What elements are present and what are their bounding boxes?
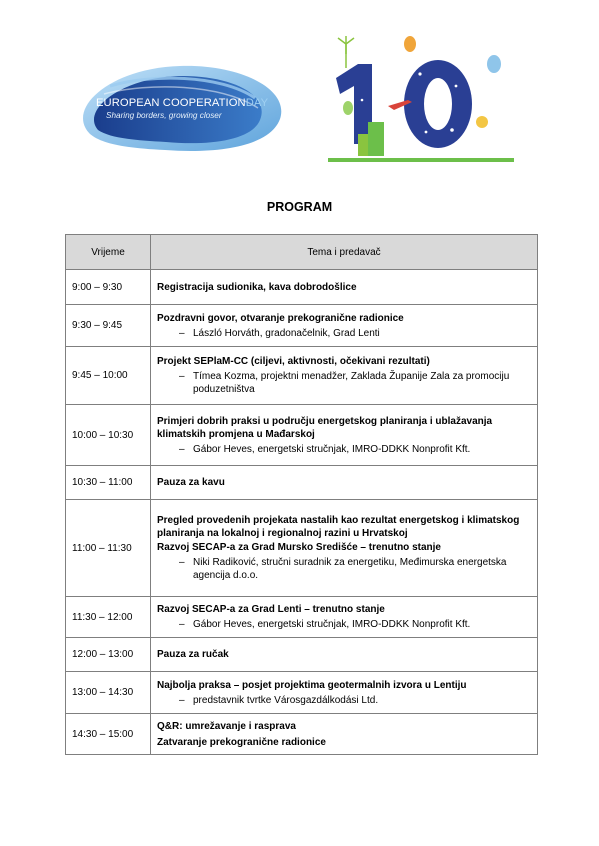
table-row bbox=[66, 597, 538, 638]
table-row bbox=[66, 347, 538, 405]
speaker-line bbox=[157, 443, 531, 456]
topic-cell bbox=[151, 466, 538, 500]
topic-title: Projekt SEPlaM-CC (ciljevi, aktivnosti, očekivani rezultati) bbox=[157, 356, 430, 367]
speaker-text: Tímea Kozma, projektni menadžer, Zaklada Županije Zala za promociju poduzetništva bbox=[193, 371, 510, 395]
topic-cell bbox=[151, 597, 538, 638]
dash-glyph: – bbox=[179, 371, 185, 382]
time-cell: 9:00 – 9:30 bbox=[66, 270, 151, 305]
table-row bbox=[66, 466, 538, 500]
ecd-logo bbox=[70, 64, 288, 154]
time-cell: 9:45 – 10:00 bbox=[66, 347, 151, 405]
topic-title: Primjeri dobrih praksi u području energetskog planiranja i ublažavanja klimatskih promjena u Mađarskoj bbox=[157, 415, 493, 440]
topic-cell bbox=[151, 500, 538, 597]
topic-cell bbox=[151, 405, 538, 466]
column-header-time: Vrijeme bbox=[66, 235, 151, 270]
table-row bbox=[66, 638, 538, 672]
table-row bbox=[66, 500, 538, 597]
speaker-line bbox=[157, 694, 531, 707]
ecd-subtitle: Sharing borders, growing closer bbox=[106, 111, 222, 120]
topic-cell bbox=[151, 638, 538, 672]
speaker-text: Gábor Heves, energetski stručnjak, IMRO-DDKK Nonprofit Kft. bbox=[193, 443, 471, 455]
topic-title: Razvoj SECAP-a za Grad Lenti – trenutno stanje bbox=[157, 604, 385, 615]
table-row bbox=[66, 405, 538, 466]
topic-title: Zatvaranje prekogranične radionice bbox=[157, 736, 326, 748]
topic-title: Registracija sudionika, kava dobrodošlice bbox=[157, 281, 357, 293]
dash-glyph: – bbox=[179, 557, 185, 568]
topic-title: Q&R: umrežavanje i rasprava bbox=[157, 720, 296, 732]
topic-title: Pauza za ručak bbox=[157, 649, 229, 660]
speaker-line bbox=[157, 327, 531, 340]
topic-cell bbox=[151, 714, 538, 755]
time-cell: 9:30 – 9:45 bbox=[66, 305, 151, 347]
speaker-text: predstavnik tvrtke Városgazdálkodási Ltd. bbox=[193, 694, 379, 706]
speaker-line bbox=[157, 618, 531, 631]
time-cell: 14:30 – 15:00 bbox=[66, 714, 151, 755]
table-row bbox=[66, 714, 538, 755]
table-row bbox=[66, 270, 538, 305]
tenth-anniversary-logo bbox=[328, 34, 514, 166]
column-header-topic: Tema i predavač bbox=[151, 235, 538, 270]
speaker-text: László Horváth, gradonačelnik, Grad Lenti bbox=[193, 327, 380, 339]
table-header-row bbox=[66, 235, 538, 270]
topic-title: Pregled provedenih projekata nastalih kao rezultat energetskog i klimatskog planiranja na lokalnoj i regionalnoj razini u Hrvatskoj bbox=[157, 515, 520, 539]
topic-title: Razvoj SECAP-a za Grad Mursko Središće – trenutno stanje bbox=[157, 542, 441, 553]
tenth-anniversary-illustration bbox=[328, 34, 514, 166]
speaker-text: Gábor Heves, energetski stručnjak, IMRO-DDKK Nonprofit Kft. bbox=[193, 619, 471, 630]
time-cell: 10:30 – 11:00 bbox=[66, 466, 151, 500]
ecd-title: EUROPEAN COOPERATIONDAY bbox=[96, 97, 269, 109]
program-table bbox=[65, 234, 538, 755]
dash-glyph: – bbox=[179, 327, 185, 339]
time-cell: 13:00 – 14:30 bbox=[66, 672, 151, 714]
speaker-text: Niki Radiković, stručni suradnik za energetiku, Međimurska energetska agencija d.o.o. bbox=[193, 557, 507, 581]
dash-glyph: – bbox=[179, 443, 185, 455]
ecd-logo-swoosh bbox=[70, 64, 288, 154]
topic-title: Pozdravni govor, otvaranje prekogranične radionice bbox=[157, 312, 404, 324]
table-row bbox=[66, 672, 538, 714]
topic-cell bbox=[151, 347, 538, 405]
speaker-line bbox=[157, 556, 531, 582]
time-cell: 12:00 – 13:00 bbox=[66, 638, 151, 672]
dash-glyph: – bbox=[179, 694, 185, 706]
speaker-line bbox=[157, 370, 531, 396]
ecd-title-day: DAY bbox=[245, 97, 269, 109]
dash-glyph: – bbox=[179, 619, 185, 630]
topic-title: Najbolja praksa – posjet projektima geotermalnih izvora u Lentiju bbox=[157, 679, 467, 691]
topic-cell bbox=[151, 305, 538, 347]
time-cell: 11:00 – 11:30 bbox=[66, 500, 151, 597]
topic-title: Pauza za kavu bbox=[157, 477, 225, 488]
topic-cell bbox=[151, 672, 538, 714]
topic-cell bbox=[151, 270, 538, 305]
table-row bbox=[66, 305, 538, 347]
page-title: PROGRAM bbox=[266, 200, 333, 214]
time-cell: 10:00 – 10:30 bbox=[66, 405, 151, 466]
time-cell: 11:30 – 12:00 bbox=[66, 597, 151, 638]
